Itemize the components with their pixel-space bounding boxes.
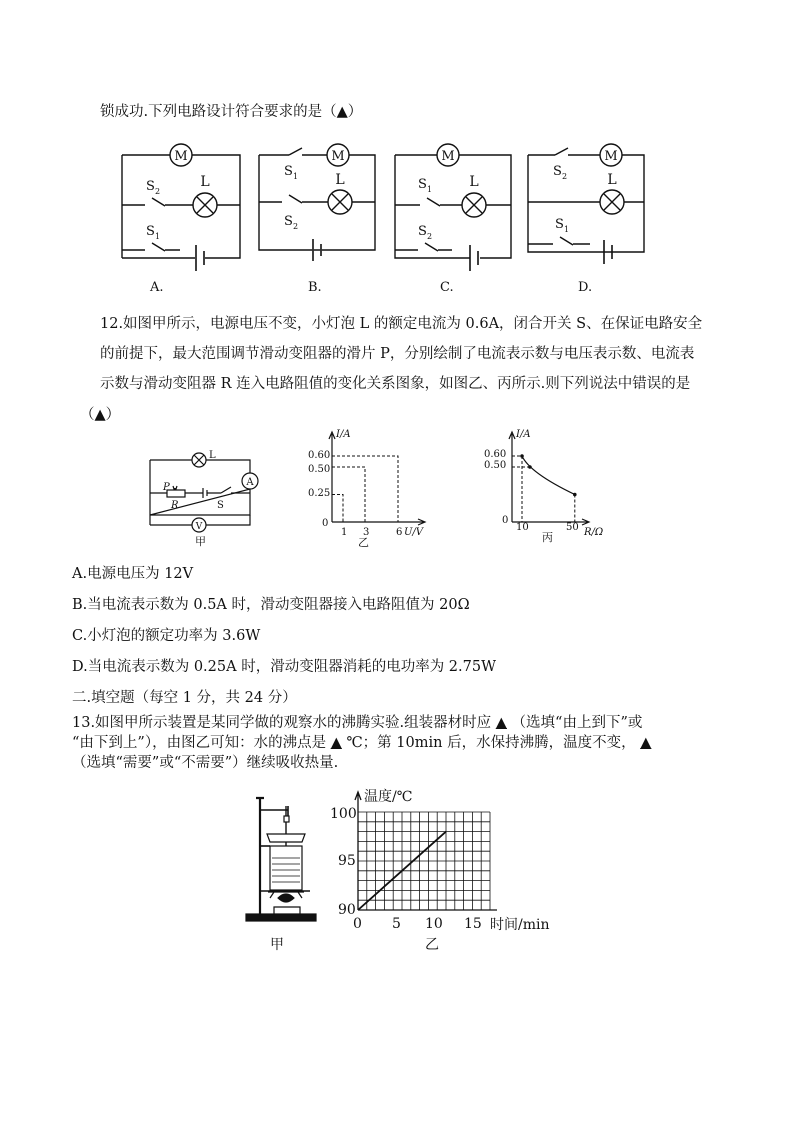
q12-circuit-jia <box>145 448 275 548</box>
data-curve <box>522 456 575 495</box>
x-tick: 15 <box>464 916 482 932</box>
switch-sub: 1 <box>427 185 433 194</box>
switch-label: S <box>553 164 562 179</box>
q13-line-1 <box>72 711 642 732</box>
lamp-label: L <box>335 172 345 188</box>
y-axis-label: I/A <box>336 429 351 440</box>
option-d-label: D. <box>578 280 593 295</box>
q12-option-d: D.当电流表示数为 0.25A 时，滑动变阻器消耗的电功率为 2.75W <box>72 659 496 675</box>
switch-sub: 1 <box>155 232 161 241</box>
switch-label: S <box>146 224 155 239</box>
voltmeter-label: V <box>195 522 203 532</box>
y-tick: 90 <box>338 902 356 918</box>
slider-label: P <box>163 482 170 493</box>
q13-text: 13.如图甲所示装置是某同学做的观察水的沸腾实验.组装器材时应 <box>72 715 492 731</box>
x-tick: 0 <box>353 916 362 932</box>
q13-caption-jia: 甲 <box>270 937 284 953</box>
q11-tail-text: 锁成功.下列电路设计符合要求的是（▲） <box>100 104 363 120</box>
y-tick: 0.50 <box>308 464 331 475</box>
switch-label: S <box>284 164 293 179</box>
switch-label: S <box>284 214 293 229</box>
y-axis-label: I/A <box>516 429 531 440</box>
q13-line-2 <box>72 731 651 752</box>
q12-option-b: B.当电流表示数为 0.5A 时，滑动变阻器接入电路阻值为 20Ω <box>72 597 470 613</box>
q12-graph-yi <box>300 428 440 548</box>
x-tick: 6 <box>396 527 403 538</box>
q13-text: “由下到上”），由图乙可知：水的沸点是 <box>72 735 327 751</box>
switch-label: S <box>217 500 224 511</box>
switch-label: S <box>555 217 564 232</box>
circuit-b <box>259 144 375 263</box>
circuit-c <box>395 144 511 271</box>
q12-caption-jia: 甲 <box>195 535 206 548</box>
motor-label: M <box>604 149 618 164</box>
x-axis-label: U/V <box>404 527 424 538</box>
x-tick: 0 <box>322 518 329 529</box>
option-c-label: C. <box>440 280 454 295</box>
lamp-label: L <box>469 174 479 190</box>
q12-graph-bing <box>480 428 620 548</box>
x-tick: 5 <box>392 916 401 932</box>
data-mark <box>332 495 343 523</box>
x-axis-label: R/Ω <box>584 527 604 538</box>
switch-sub: 1 <box>293 172 299 181</box>
lamp-label: L <box>209 450 216 461</box>
lamp-label: L <box>200 174 210 190</box>
switch-sub: 1 <box>564 225 570 234</box>
switch-label: S <box>418 177 427 192</box>
q12-line-3: 示数与滑动变阻器 R 连入电路阻值的变化关系图象，如图乙、丙所示.则下列说法中错误的是 <box>100 376 691 392</box>
x-tick: 3 <box>363 527 370 538</box>
q13-blank-1: ▲ <box>495 715 507 731</box>
q13-chart-yi <box>322 788 562 938</box>
q13-text: （选填“由上到下”或 <box>511 715 643 731</box>
q11-circuits <box>0 140 794 310</box>
switch-sub: 2 <box>427 232 433 241</box>
rheostat-label: R <box>171 500 179 511</box>
option-b-label: B. <box>308 280 322 295</box>
y-tick: 0.50 <box>484 460 507 471</box>
switch-label: S <box>418 224 427 239</box>
x-tick: 10 <box>425 916 443 932</box>
switch-sub: 2 <box>562 172 568 181</box>
x-tick: 10 <box>516 522 529 533</box>
y-tick: 0.60 <box>484 449 507 460</box>
q12-line-2: 的前提下，最大范围调节滑动变阻器的滑片 P，分别绘制了电流表示数与电压表示数、电流表 <box>100 346 695 362</box>
option-a-label: A. <box>150 280 164 295</box>
x-tick: 0 <box>502 515 509 526</box>
q13-text: ℃；第 10min 后，水保持沸腾，温度不变， <box>346 735 636 751</box>
q12-option-c: C.小灯泡的额定功率为 3.6W <box>72 628 261 644</box>
y-tick: 0.60 <box>308 450 331 461</box>
x-axis-label: 时间/min <box>490 917 550 933</box>
y-tick: 95 <box>338 853 356 869</box>
y-tick: 100 <box>330 806 357 822</box>
q12-line-4: （▲） <box>80 407 121 423</box>
switch-label: S <box>146 179 155 194</box>
switch-sub: 2 <box>293 222 299 231</box>
motor-label: M <box>331 149 345 164</box>
ammeter-label: A <box>246 477 254 488</box>
y-axis-label: 温度/℃ <box>364 789 413 805</box>
q13-blank-2: ▲ <box>330 735 342 751</box>
circuit-a <box>122 144 240 271</box>
q13-line-3: （选填“需要”或“不需要”）继续吸收热量. <box>72 755 339 771</box>
x-tick: 1 <box>341 527 348 538</box>
q12-option-a: A.电源电压为 12V <box>72 566 194 582</box>
circuit-d <box>528 144 644 264</box>
guide-lines <box>512 456 575 522</box>
data-mark <box>332 467 365 522</box>
q12-line-1: 12.如图甲所示，电源电压不变，小灯泡 L 的额定电流为 0.6A，闭合开关 S、在保证电路安全 <box>100 316 703 332</box>
q13-caption-yi: 乙 <box>425 937 439 953</box>
q12-caption-bing: 丙 <box>542 531 553 544</box>
y-tick: 0.25 <box>308 488 331 499</box>
motor-label: M <box>441 149 455 164</box>
motor-label: M <box>174 149 188 164</box>
q12-caption-yi: 乙 <box>358 536 369 548</box>
q13-blank-3: ▲ <box>640 735 652 751</box>
switch-sub: 2 <box>155 187 161 196</box>
lamp-label: L <box>607 172 617 188</box>
section-2-heading: 二.填空题（每空 1 分，共 24 分） <box>72 690 297 706</box>
x-tick: 50 <box>566 522 579 533</box>
